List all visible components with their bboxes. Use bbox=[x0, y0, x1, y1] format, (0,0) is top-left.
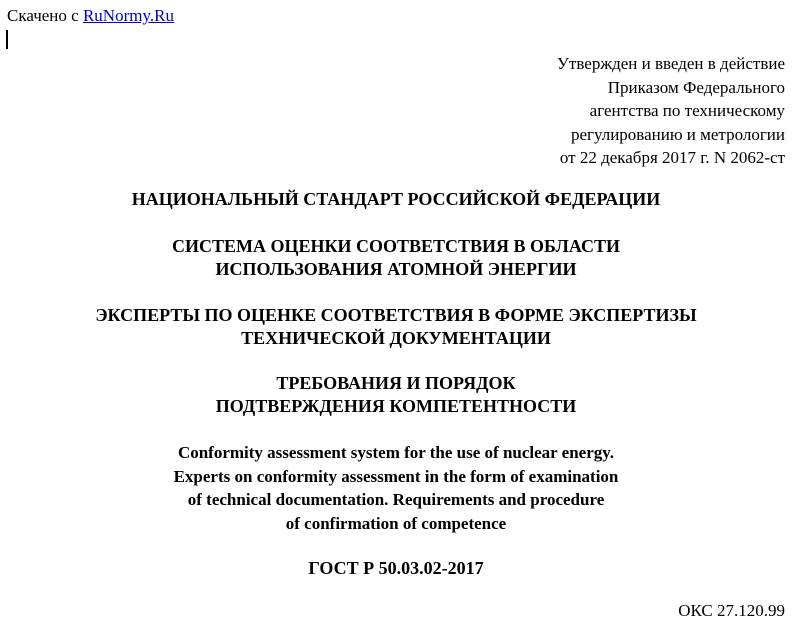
approval-line: регулированию и метрологии bbox=[570, 124, 785, 144]
system-heading bbox=[0, 235, 792, 281]
standard-designation bbox=[0, 557, 792, 579]
experts-heading bbox=[0, 304, 792, 350]
source-prefix: Скачено с bbox=[7, 6, 83, 25]
classification-code: ОКС 27.120.99 bbox=[678, 601, 785, 620]
requirements-heading bbox=[0, 372, 792, 418]
approval-line: Утвержден и введен в действие bbox=[556, 54, 785, 73]
heading-line: ЭКСПЕРТЫ ПО ОЦЕНКЕ СООТВЕТСТВИЯ В ФОРМЕ ЭКСПЕРТИЗЫ bbox=[95, 305, 697, 325]
approval-line: Приказом Федерального bbox=[607, 77, 785, 97]
text-cursor bbox=[6, 30, 8, 49]
source-link[interactable]: RuNormy.Ru bbox=[82, 6, 174, 25]
heading-line: ТЕХНИЧЕСКОЙ ДОКУМЕНТАЦИИ bbox=[241, 328, 551, 348]
heading-line: ИСПОЛЬЗОВАНИЯ АТОМНОЙ ЭНЕРГИИ bbox=[215, 259, 577, 279]
national-standard-heading bbox=[0, 188, 792, 210]
heading-line: ТРЕБОВАНИЯ И ПОРЯДОК bbox=[276, 373, 516, 393]
english-title-line: Conformity assessment system for the use of nuclear energy. bbox=[177, 443, 615, 462]
source-line bbox=[7, 6, 174, 26]
approval-line: агентства по техническому bbox=[589, 101, 785, 120]
english-title-line: of technical documentation. Requirements and procedure bbox=[187, 490, 605, 509]
english-title-line: Experts on conformity assessment in the form of examination bbox=[173, 466, 619, 486]
approval-line: от 22 декабря 2017 г. N 2062-ст bbox=[559, 148, 785, 167]
approval-block bbox=[557, 52, 785, 170]
english-title bbox=[0, 441, 792, 535]
heading-line: ПОДТВЕРЖДЕНИЯ КОМПЕТЕНТНОСТИ bbox=[215, 396, 577, 416]
heading-line: НАЦИОНАЛЬНЫЙ СТАНДАРТ РОССИЙСКОЙ ФЕДЕРАЦИИ bbox=[131, 189, 661, 209]
heading-line: СИСТЕМА ОЦЕНКИ СООТВЕТСТВИЯ В ОБЛАСТИ bbox=[171, 236, 621, 256]
english-title-line: of confirmation of competence bbox=[285, 513, 507, 533]
designation-text: ГОСТ Р 50.03.02-2017 bbox=[308, 558, 484, 578]
